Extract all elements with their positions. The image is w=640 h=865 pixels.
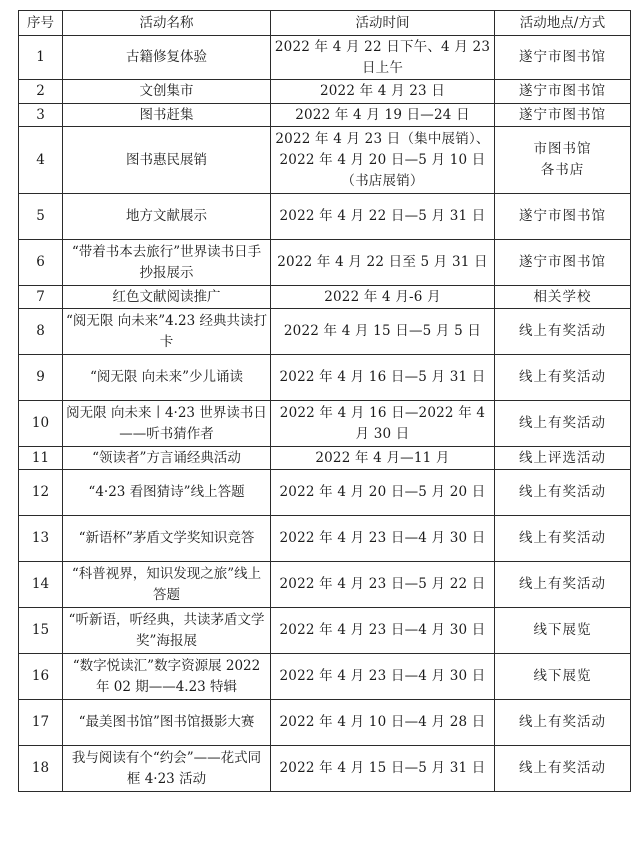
activity-time: 2022 年 4 月 16 日—5 月 31 日 <box>271 355 495 401</box>
activity-place: 相关学校 <box>495 286 631 309</box>
activity-time: 2022 年 4 月 19 日—24 日 <box>271 104 495 127</box>
activity-time: 2022 年 4 月 22 日—5 月 31 日 <box>271 194 495 240</box>
activity-name: “最美图书馆”图书馆摄影大赛 <box>63 700 271 746</box>
activity-place: 线上有奖活动 <box>495 562 631 608</box>
table-body <box>19 36 631 792</box>
activity-time: 2022 年 4 月 15 日—5 月 5 日 <box>271 309 495 355</box>
activity-name: “阅无限 向未来”少儿诵读 <box>63 355 271 401</box>
activity-place: 线上有奖活动 <box>495 516 631 562</box>
row-number: 6 <box>19 240 63 286</box>
activity-place: 线上有奖活动 <box>495 401 631 447</box>
row-number: 10 <box>19 401 63 447</box>
activity-name: 地方文献展示 <box>63 194 271 240</box>
activity-name: “阅无限 向未来”4.23 经典共读打卡 <box>63 309 271 355</box>
row-number: 5 <box>19 194 63 240</box>
table-row <box>19 746 631 792</box>
activity-place: 线下展览 <box>495 608 631 654</box>
activity-name: “科普视界，知识发现之旅”线上答题 <box>63 562 271 608</box>
activity-place: 遂宁市图书馆 <box>495 194 631 240</box>
table-row <box>19 194 631 240</box>
row-number: 16 <box>19 654 63 700</box>
activity-place: 线上有奖活动 <box>495 746 631 792</box>
activity-place: 线上评选活动 <box>495 447 631 470</box>
row-number: 14 <box>19 562 63 608</box>
activity-time: 2022 年 4 月 22 日至 5 月 31 日 <box>271 240 495 286</box>
activity-name: “领读者”方言诵经典活动 <box>63 447 271 470</box>
activity-name: 图书惠民展销 <box>63 127 271 194</box>
activity-time: 2022 年 4 月 23 日 <box>271 80 495 104</box>
table-row <box>19 608 631 654</box>
activity-name: 阅无限 向未来丨4·23 世界读书日——听书猜作者 <box>63 401 271 447</box>
header-place: 活动地点/方式 <box>495 11 631 36</box>
activity-name: 图书赶集 <box>63 104 271 127</box>
activity-time: 2022 年 4 月-6 月 <box>271 286 495 309</box>
activity-place: 线上有奖活动 <box>495 470 631 516</box>
activity-place: 遂宁市图书馆 <box>495 80 631 104</box>
activity-table <box>18 10 631 792</box>
activity-place: 遂宁市图书馆 <box>495 36 631 80</box>
activity-time: 2022 年 4 月—11 月 <box>271 447 495 470</box>
activity-place: 线下展览 <box>495 654 631 700</box>
activity-place: 遂宁市图书馆 <box>495 104 631 127</box>
row-number: 3 <box>19 104 63 127</box>
table-row <box>19 470 631 516</box>
activity-time: 2022 年 4 月 16 日—2022 年 4 月 30 日 <box>271 401 495 447</box>
row-number: 2 <box>19 80 63 104</box>
activity-name: 文创集市 <box>63 80 271 104</box>
row-number: 9 <box>19 355 63 401</box>
table-row <box>19 654 631 700</box>
activity-time: 2022 年 4 月 10 日—4 月 28 日 <box>271 700 495 746</box>
table-row <box>19 286 631 309</box>
table-row <box>19 80 631 104</box>
row-number: 12 <box>19 470 63 516</box>
row-number: 17 <box>19 700 63 746</box>
activity-time: 2022 年 4 月 23 日—4 月 30 日 <box>271 516 495 562</box>
row-number: 11 <box>19 447 63 470</box>
table-row <box>19 447 631 470</box>
activity-name: “听新语，听经典，共读茅盾文学奖”海报展 <box>63 608 271 654</box>
table-row <box>19 104 631 127</box>
table-row <box>19 36 631 80</box>
activity-place: 线上有奖活动 <box>495 355 631 401</box>
header-no: 序号 <box>19 11 63 36</box>
activity-time: 2022 年 4 月 23 日—5 月 22 日 <box>271 562 495 608</box>
activity-place: 市图书馆 各书店 <box>495 127 631 194</box>
row-number: 7 <box>19 286 63 309</box>
table-row <box>19 240 631 286</box>
table-row <box>19 516 631 562</box>
activity-time: 2022 年 4 月 23 日—4 月 30 日 <box>271 608 495 654</box>
table-row <box>19 309 631 355</box>
activity-name: 古籍修复体验 <box>63 36 271 80</box>
row-number: 1 <box>19 36 63 80</box>
activity-name: 红色文献阅读推广 <box>63 286 271 309</box>
activity-name: “带着书本去旅行”世界读书日手抄报展示 <box>63 240 271 286</box>
header-time: 活动时间 <box>271 11 495 36</box>
activity-time: 2022 年 4 月 15 日—5 月 31 日 <box>271 746 495 792</box>
activity-name: “新语杯”茅盾文学奖知识竞答 <box>63 516 271 562</box>
table-row <box>19 700 631 746</box>
table-row <box>19 562 631 608</box>
table-row <box>19 127 631 194</box>
activity-time: 2022 年 4 月 22 日下午、4 月 23 日上午 <box>271 36 495 80</box>
row-number: 15 <box>19 608 63 654</box>
activity-time: 2022 年 4 月 23 日—4 月 30 日 <box>271 654 495 700</box>
activity-place: 遂宁市图书馆 <box>495 240 631 286</box>
activity-name: “数字悦读汇”数字资源展 2022 年 02 期——4.23 特辑 <box>63 654 271 700</box>
activity-name: “4·23 看图猜诗”线上答题 <box>63 470 271 516</box>
table-row <box>19 355 631 401</box>
activity-time: 2022 年 4 月 23 日（集中展销）、2022 年 4 月 20 日—5 月 10 日（书店展销） <box>271 127 495 194</box>
activity-name: 我与阅读有个“约会”——花式同框 4·23 活动 <box>63 746 271 792</box>
table-header-row <box>19 11 631 36</box>
activity-place: 线上有奖活动 <box>495 700 631 746</box>
activity-place: 线上有奖活动 <box>495 309 631 355</box>
row-number: 13 <box>19 516 63 562</box>
row-number: 18 <box>19 746 63 792</box>
header-name: 活动名称 <box>63 11 271 36</box>
table-row <box>19 401 631 447</box>
activity-time: 2022 年 4 月 20 日—5 月 20 日 <box>271 470 495 516</box>
row-number: 8 <box>19 309 63 355</box>
row-number: 4 <box>19 127 63 194</box>
